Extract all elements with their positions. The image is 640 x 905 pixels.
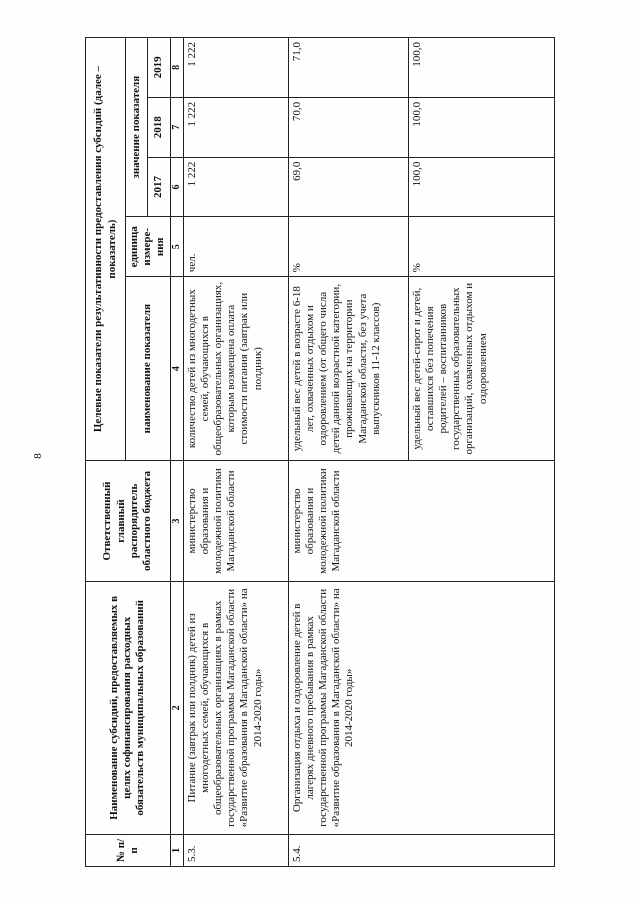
row-value-2019: 1 222 xyxy=(183,38,288,98)
row-value-2018: 100,0 xyxy=(408,97,554,157)
row-value-2018: 70,0 xyxy=(288,97,408,157)
col-number: 5 xyxy=(170,217,183,277)
col-number: 1 xyxy=(170,834,183,866)
subsidy-table xyxy=(85,37,555,867)
row-num: 5.3. xyxy=(183,834,288,866)
row-indicator: удельный вес детей-сирот и детей, оставшихся без попечения родителей – воспитанников государственных образовательных организаций, охваченных отдыхом и оздоровлением xyxy=(408,277,554,461)
col-number: 6 xyxy=(170,157,183,217)
col-number: 2 xyxy=(170,581,183,834)
row-subsidy: Питание (завтрак или полдник) детей из многодетных семей, обучающихся в общеобразовательных организациях в рамках государственной программы Магаданской области «Развитие образования в Магаданской области» на 2014-2020 годы» xyxy=(183,581,288,834)
header-targets: Целевые показатели результативности предоставления субсидий (далее – показатель) xyxy=(86,38,126,461)
column-number-row xyxy=(170,38,183,867)
table-row xyxy=(183,38,288,867)
col-number: 4 xyxy=(170,277,183,461)
row-value-2017: 1 222 xyxy=(183,157,288,217)
header-indicator-name: наименование показателя xyxy=(126,277,171,461)
row-value-2019: 71,0 xyxy=(288,38,408,98)
row-num: 5.4. xyxy=(288,834,554,866)
row-indicator: количество детей из многодетных семей, обучающихся в общеобразовательных организациях, которым возмещена оплата стоимости питания (завтрак или полдник) xyxy=(183,277,288,461)
header-values: значение показателя xyxy=(126,38,148,217)
row-unit: чел. xyxy=(183,217,288,277)
col-number: 3 xyxy=(170,461,183,582)
row-unit: % xyxy=(288,217,408,277)
header-unit: единица измере-ния xyxy=(126,217,171,277)
row-responsible: министерство образования и молодежной политики Магаданской области xyxy=(288,461,554,582)
row-value-2018: 1 222 xyxy=(183,97,288,157)
header-subsidy: Наименование субсидий, предоставляемых в целях софинансирования расходных обязательств муниципальных образований xyxy=(86,581,171,834)
header-year-2018: 2018 xyxy=(148,97,170,157)
page-number: 8 xyxy=(31,453,44,459)
table-row xyxy=(288,38,408,867)
row-unit: % xyxy=(408,217,554,277)
row-value-2017: 100,0 xyxy=(408,157,554,217)
col-number: 8 xyxy=(170,38,183,98)
header-responsible: Ответственный главный распорядитель областного бюджета xyxy=(86,461,171,582)
header-year-2019: 2019 xyxy=(148,38,170,98)
header-num: № п/п xyxy=(86,834,171,866)
row-value-2019: 100,0 xyxy=(408,38,554,98)
row-subsidy: Организация отдыха и оздоровление детей в лагерях дневного пребывания в рамках государственной программы Магаданской области «Развитие образования в Магаданской области» на 2014-2020 годы» xyxy=(288,581,554,834)
row-indicator: удельный вес детей в возрасте 6-18 лет, охваченных отдыхом и оздоровлением (от общего числа детей данной возрастной категории, проживающих на территории Магаданской области, без учета выпускников 11-12 классов) xyxy=(288,277,408,461)
header-year-2017: 2017 xyxy=(148,157,170,217)
header-row-1 xyxy=(86,38,126,867)
row-responsible: министерство образования и молодежной политики Магаданской области xyxy=(183,461,288,582)
col-number: 7 xyxy=(170,97,183,157)
row-value-2017: 69,0 xyxy=(288,157,408,217)
rotated-page xyxy=(85,37,555,867)
